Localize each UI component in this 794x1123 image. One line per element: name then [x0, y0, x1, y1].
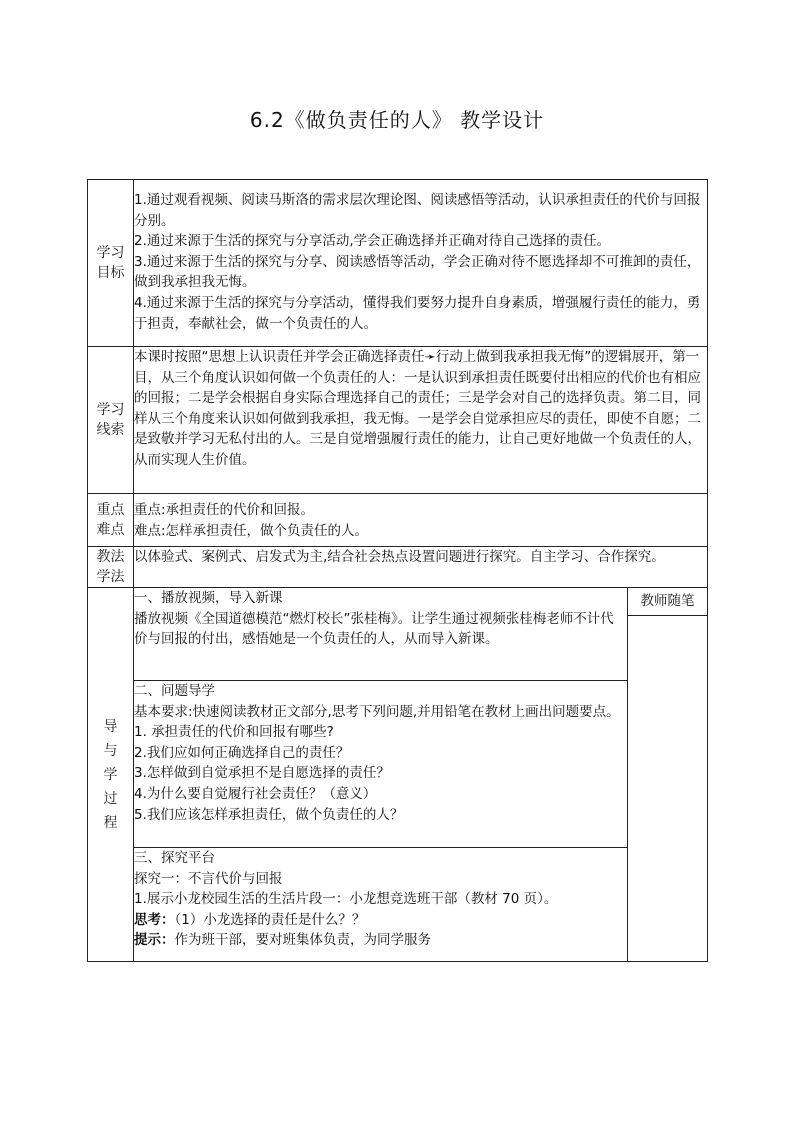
- explore-sub: 探究一：不言代价与回报: [134, 870, 283, 887]
- key-points-label: 重点 难点: [88, 494, 134, 547]
- section-questions: [134, 681, 628, 848]
- question-item: 4.为什么要自觉履行社会责任？（意义）: [134, 785, 377, 802]
- hint-label: 提示：: [134, 932, 175, 949]
- methods-label: 教法 学法: [88, 547, 134, 588]
- focus-text: 重点:承担责任的代价和回报。: [134, 502, 315, 518]
- explore-item: 1.展示小龙校园生活的生活片段一：小龙想竞选班干部（教材 70 页）。: [134, 891, 558, 908]
- goal-item: 3.通过来源于生活的探究与分享、阅读感悟等活动，学会正确对待不愿选择却不可推卸的责任，做到我承担我无悔。: [134, 253, 701, 291]
- methods-text: 以体验式、案例式、启发式为主,结合社会热点设置问题进行探究。自主学习、合作探究。: [134, 549, 665, 565]
- teacher-notes-column: [628, 588, 708, 962]
- section-heading: 三、探究平台: [134, 850, 215, 866]
- page-title: 6.2《做负责任的人》 教学设计: [249, 108, 545, 132]
- think-text: （1）小龙选择的责任是什么？？: [174, 911, 366, 928]
- clue-content: [134, 347, 708, 494]
- section-requirement: 基本要求:快速阅读教材正文部分,思考下列问题,并用铅笔在教材上画出问题要点。: [134, 703, 620, 720]
- goals-row: [88, 180, 708, 347]
- question-item: 5.我们应该怎样承担责任，做个负责任的人？: [134, 806, 404, 823]
- question-item: 3.怎样做到自觉承担不是自愿选择的责任？: [134, 765, 390, 782]
- question-item: 2.我们应如何正确选择自己的责任？: [134, 744, 350, 761]
- section-heading: 二、问题导学: [134, 683, 215, 699]
- methods-content: [134, 547, 708, 588]
- think-label: 思考：: [134, 911, 175, 928]
- clue-label: 学习 线索: [88, 347, 134, 494]
- clue-text: 本课时按照“思想上认识责任并学会正确选择责任➛行动上做到我承担我无悔”的逻辑展开，第一目，从三个角度认识如何做一个负责任的人：一是认识到承担责任既要付出相应的代价也有相应的回报；二是学会根据自身实际合理选择自己的责任；三是学会对自己的选择负责。第二目，同样从三个角度来认识如何做到我承担，我无悔。一是学会自觉承担应尽的责任，即使不自愿；二是致敬并学习无私付出的人。三是自觉增强履行责任的能力，让自己更好地做一个负责任的人，从而实现人生价值。: [134, 349, 701, 468]
- process-row-2: [88, 681, 708, 848]
- section-explore: [134, 848, 628, 962]
- process-label: 导 与 学 过 程: [88, 588, 134, 962]
- goal-item: 1.通过观看视频、阅读马斯洛的需求层次理论图、阅读感悟等活动，认识承担责任的代价与回报分别。: [134, 192, 701, 229]
- process-row-3: [88, 848, 708, 962]
- lesson-plan-table: [87, 179, 708, 962]
- question-item: 1. 承担责任的代价和回报有哪些?: [134, 724, 334, 741]
- goals-content: [134, 180, 708, 347]
- key-points-row: [88, 494, 708, 547]
- difficulty-text: 难点:怎样承担责任，做个负责任的人。: [134, 522, 369, 539]
- think-line: [134, 910, 627, 931]
- goal-item: 4.通过来源于生活的探究与分享活动，懂得我们要努力提升自身素质，增强履行责任的能力，勇于担责，奉献社会，做一个负责任的人。: [134, 294, 701, 332]
- goal-item: 2.通过来源于生活的探究与分享活动,学会正确选择并正确对待自己选择的责任。: [134, 233, 611, 250]
- methods-row: [88, 547, 708, 588]
- clue-row: [88, 347, 708, 494]
- section-heading: 一、播放视频，导入新课: [134, 590, 283, 606]
- section-intro: [134, 588, 628, 681]
- hint-line: [134, 930, 627, 951]
- hint-text: 作为班干部，要对班集体负责，为同学服务: [174, 932, 431, 949]
- teacher-notes-header: 教师随笔: [628, 588, 707, 616]
- key-points-content: [134, 494, 708, 547]
- section-text: 播放视频《全国道德模范“燃灯校长”张桂梅》。让学生通过视频张桂梅老师不计代价与回报的付出，感悟她是一个负责任的人，从而导入新课。: [134, 610, 614, 648]
- process-row-1: [88, 588, 708, 681]
- goals-label: 学习 目标: [88, 180, 134, 347]
